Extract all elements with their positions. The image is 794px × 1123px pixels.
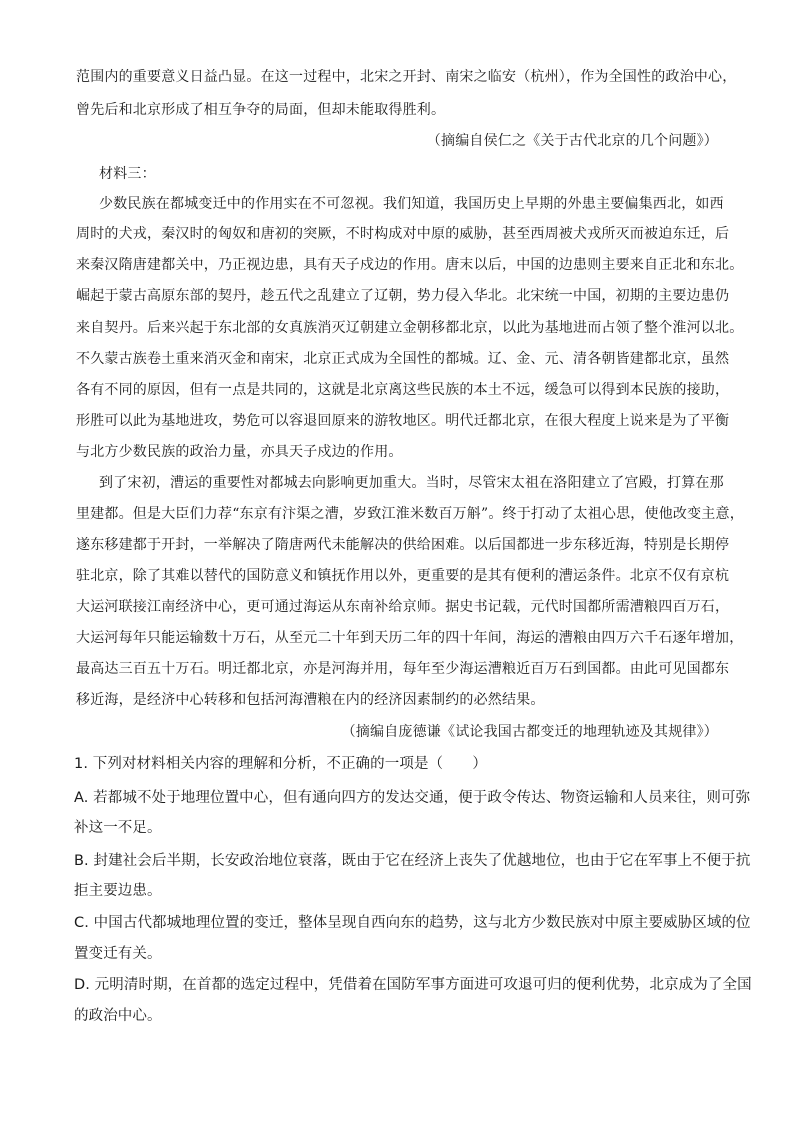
- paragraph-line: 最高达三百五十万石。明迁都北京，亦是河海并用，每年至少海运漕粮近百万石到国都。由此可见国都东: [76, 661, 730, 677]
- paragraph-line: 范围内的重要意义日益凸显。在这一过程中，北宋之开封、南宋之临安（杭州），作为全国性的政治中心，: [76, 69, 737, 85]
- option-d-continued: 的政治中心。: [74, 1008, 162, 1024]
- option-b-continued: 拒主要边患。: [74, 883, 162, 899]
- option-b: B. 封建社会后半期，长安政治地位衰落，既由于它在经济上丧失了优越地位，也由于它在军事上不便于抗: [74, 853, 751, 869]
- paragraph-line: 周时的犬戎，秦汉时的匈奴和唐初的突厥，不时构成对中原的威胁，甚至西周被犬戎所灭而被迫东迁，后: [76, 226, 730, 242]
- paragraph-line: 移近海，是经济中心转移和包括河海漕粮在内的经济因素制约的必然结果。: [76, 692, 545, 708]
- paragraph-line: 大运河每年只能运输数十万石，从至元二十年到天历二年的四十年间，海运的漕粮由四万六千石逐年增加，: [76, 630, 744, 646]
- source-citation: （摘编自侯仁之《关于古代北京的几个问题》）: [426, 133, 718, 149]
- paragraph-line: 来秦汉隋唐建都关中，乃正视边患，具有天子戍边的作用。唐末以后，中国的边患则主要来自正北和东北。: [76, 257, 744, 273]
- paragraph-line: 来自契丹。后来兴起于东北部的女真族消灭辽朝建立金朝移都北京，以此为基地进而占领了整个淮河以北。: [76, 320, 744, 336]
- option-c: C. 中国古代都城地理位置的变迁，整体呈现自西向东的趋势，这与北方少数民族对中原主要威胁区域的位: [74, 915, 751, 931]
- question-stem: 1. 下列对材料相关内容的理解和分析，不正确的一项是（ ）: [74, 756, 487, 772]
- paragraph-line: 大运河联接江南经济中心，更可通过海运从东南补给京师。据史书记载，元代时国都所需漕粮四百万石，: [76, 599, 730, 615]
- paragraph-line: 里建都。但是大臣们力荐“东京有汴渠之漕，岁致江淮米数百万斛”。终于打动了太祖心思，使他改变主意，: [76, 506, 744, 522]
- option-d: D. 元明清时期，在首都的选定过程中，凭借着在国防军事方面进可攻退可归的便利优势，北京成为了全国: [74, 977, 752, 993]
- source-citation: （摘编自庞德谦《试论我国古都变迁的地理轨迹及其规律》）: [341, 724, 718, 740]
- option-a: A. 若都城不处于地理位置中心，但有通向四方的发达交通，便于政令传达、物资运输和人员来往，则可弥: [74, 790, 751, 806]
- paragraph-line: 曾先后和北京形成了相互争夺的局面，但却未能取得胜利。: [76, 102, 446, 118]
- paragraph-line: 各有不同的原因，但有一点是共同的，这就是北京离这些民族的本土不远，缓急可以得到本民族的接助，: [76, 382, 730, 398]
- paragraph-line: 到了宋初，漕运的重要性对都城去向影响更加重大。当时，尽管宋太祖在洛阳建立了宫殿，打算在那: [99, 475, 724, 491]
- paragraph-line: 驻北京，除了其难以替代的国防意义和镇抚作用以外，更重要的是其有便利的漕运条件。北京不仅有京杭: [76, 568, 730, 584]
- material-heading: 材料三：: [99, 166, 156, 182]
- paragraph-line: 形胜可以此为基地进攻，势危可以容退回原来的游牧地区。明代迁都北京，在很大程度上说来是为了平衡: [76, 413, 730, 429]
- paragraph-line: 崛起于蒙古高原东部的契丹，趁五代之乱建立了辽朝，势力侵入华北。北宋统一中国，初期的主要边患仍: [76, 288, 730, 304]
- option-c-continued: 置变迁有关。: [74, 946, 162, 962]
- paragraph-line: 与北方少数民族的政治力量，亦具天子戍边的作用。: [76, 444, 403, 460]
- paragraph-line: 遂东移建都于开封，一举解决了隋唐两代未能解决的供给困难。以后国都进一步东移近海，特别是长期停: [76, 537, 730, 553]
- option-a-continued: 补这一不足。: [74, 820, 162, 836]
- paragraph-line: 不久蒙古族卷土重来消灭金和南宋，北京正式成为全国性的都城。辽、金、元、清各朝皆建都北京，虽然: [76, 351, 730, 367]
- paragraph-line: 少数民族在都城变迁中的作用实在不可忽视。我们知道，我国历史上早期的外患主要偏集西北，如西: [99, 196, 724, 212]
